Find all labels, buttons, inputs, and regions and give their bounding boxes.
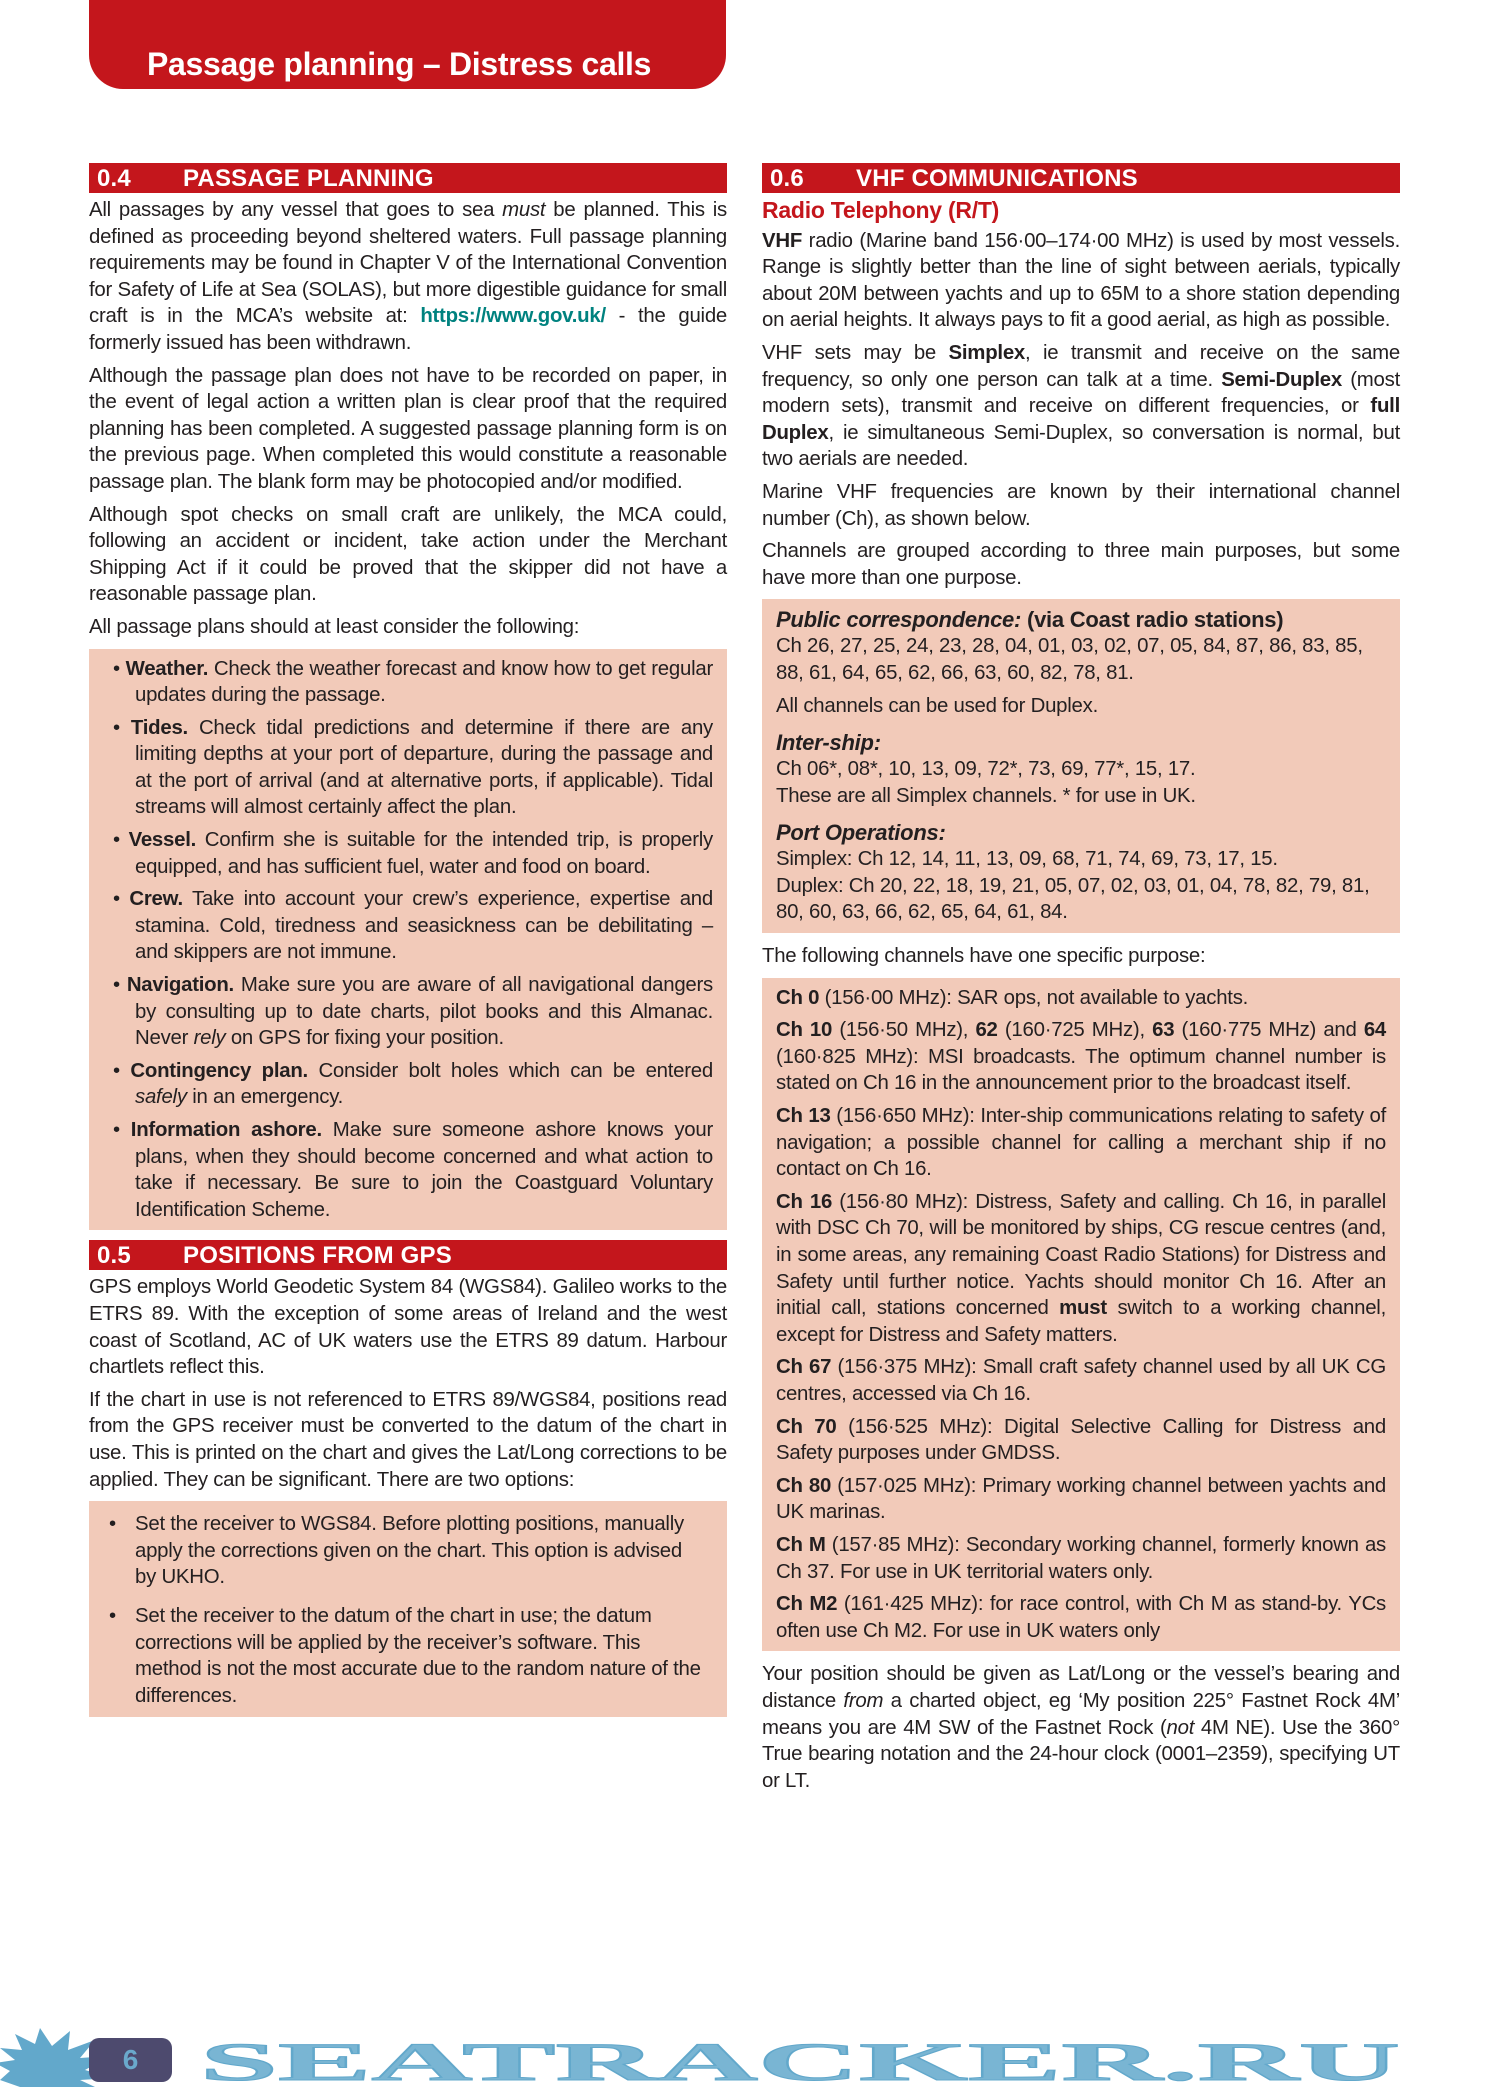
text-run: • (113, 716, 131, 739)
channel-list: Ch 06*, 08*, 10, 13, 09, 72*, 73, 69, 77*, 15, 17. (776, 758, 1196, 781)
option-item (109, 1511, 707, 1591)
section-number: 0.6 (770, 165, 804, 192)
text-run: (160·775 MHz) and (1174, 1019, 1364, 1042)
text-run: If the chart in use is not referenced to ETRS 89/WGS84, positions read from the GPS receiver must be converted to the datum of the chart in use. This is printed on the chart and gives the Lat/Long corrections to be applied. They can be significant. There are two options: (89, 1388, 727, 1491)
text-run: (via Coast radio stations) (1021, 607, 1284, 633)
section-title: POSITIONS FROM GPS (183, 1242, 452, 1270)
text-run: (160·825 MHz): MSI broadcasts. The optimum channel number is stated on Ch 16 in the announcement prior to the broadcast itself. (776, 1045, 1386, 1095)
specific-channels-box (762, 978, 1400, 1652)
channel-item (776, 1354, 1386, 1407)
channel-list: Simplex: Ch 12, 14, 11, 13, 09, 68, 71, 74, 69, 73, 17, 15. (776, 848, 1278, 871)
paragraph (89, 1274, 727, 1380)
text-run: • (113, 657, 126, 680)
text-run: Confirm she is suitable for the intended trip, is properly equipped, and has sufficient fuel, water and food on board. (135, 829, 713, 878)
text-run: Semi-Duplex (1221, 368, 1342, 391)
paragraph (89, 363, 727, 496)
text-run: from (843, 1689, 884, 1712)
text-run: Ch 70 (776, 1415, 837, 1438)
gps-options-box (89, 1501, 727, 1717)
considerations-box (89, 649, 727, 1231)
text-run: (156·80 MHz): Distress, Safety and calling. Ch 16, in parallel with DSC Ch 70, will be monitored by ships, CG rescue centres (and, in some areas, any remaining Coast Radio Stations) for Distress and Safety until further notice. Yachts should monitor Ch 16. After an initial call, stations concerned (776, 1190, 1387, 1320)
subheading: Radio Telephony (R/T) (762, 197, 1000, 223)
text-run: rely (193, 1027, 226, 1050)
text-run: • (113, 829, 129, 852)
text-run: (157·025 MHz): Primary working channel between yachts and UK marinas. (776, 1474, 1387, 1524)
section-title: PASSAGE PLANNING (183, 165, 434, 192)
channel-list: Duplex: Ch 20, 22, 18, 19, 21, 05, 07, 02, 03, 01, 04, 78, 82, 79, 81, 80, 60, 63, 66, 62, 65, 64, 61, 84. (776, 874, 1370, 924)
text-run: radio (Marine band 156·00–174·00 MHz) is used by most vessels. Range is slightly better than the line of sight between aerials, typically about 20M between yachts and up to 65M to a shore station depending on aerial heights. It always pays to fit a good aerial, as high as possible. (762, 229, 1400, 332)
chapter-banner (89, 0, 726, 89)
text-run: Set the receiver to the datum of the chart in use; the datum corrections will be applied by the receiver’s software. This method is not the most accurate due to the random nature of the differences. (135, 1604, 701, 1707)
text-run: VHF sets may be (762, 341, 949, 364)
text-run: Ch M2 (776, 1593, 838, 1616)
text-run: on GPS for fixing your position. (225, 1027, 504, 1050)
paragraph (89, 197, 727, 357)
text-run: Ch 67 (776, 1356, 832, 1379)
text-run: (156·50 MHz), (832, 1019, 976, 1042)
bullet-item (103, 1058, 713, 1111)
text-run: must (502, 199, 546, 221)
text-run: not (1166, 1716, 1195, 1739)
text-run: • (113, 888, 130, 911)
text-run: Tides. (130, 716, 188, 739)
section-heading-0-6 (762, 163, 1400, 193)
text-run: in an emergency. (186, 1086, 344, 1109)
text-run: All passage plans should at least consider the following: (89, 615, 580, 638)
paragraph (762, 340, 1400, 473)
text-run: 64 (1363, 1019, 1387, 1042)
text-run: (160·725 MHz), (997, 1019, 1153, 1042)
text-run: Contingency plan. (130, 1059, 308, 1082)
seatracker-watermark (0, 2028, 1512, 2087)
text-run: 4M NE). Use the 360° True bearing notation and the 24-hour clock (0001–2359), specifying UT or LT. (762, 1716, 1401, 1792)
text-run: (156·375 MHz): Small craft safety channel used by all UK CG centres, accessed via Ch 16. (776, 1356, 1386, 1405)
text-run: Ch 10 (776, 1019, 833, 1042)
bullet-item (103, 886, 713, 966)
text-run: a charted object, eg ‘My position 225° Fastnet Rock 4M’ means you are 4M SW of the Fastnet Rock ( (762, 1689, 1400, 1739)
text-run: Although spot checks on small craft are unlikely, the MCA could, following an accident or incident, take action under the Merchant Shipping Act if it could be proved that the skipper did not have a reasonable passage plan. (89, 503, 727, 606)
channel-item (776, 1591, 1386, 1644)
group-note: These are all Simplex channels. * for use in UK. (776, 784, 1196, 807)
channel-item (776, 1414, 1386, 1467)
text-run: - the guide formerly issued has been withdrawn. (89, 305, 728, 354)
channel-item (776, 1103, 1386, 1183)
chapter-title: Passage planning – Distress calls (147, 46, 652, 82)
text-run: Check the weather forecast and know how to get regular updates during the passage. (135, 657, 713, 707)
text-run: Consider bolt holes which can be entered (307, 1059, 713, 1082)
text-run: (most modern sets), transmit and receive on different frequencies, or (762, 368, 1400, 418)
bullet-item (103, 715, 713, 821)
text-run: Ch 16 (776, 1190, 833, 1213)
text-run: full Duplex (762, 395, 1400, 444)
paragraph (762, 943, 1400, 970)
text-run: (156·00 MHz): SAR ops, not available to yachts. (819, 986, 1249, 1009)
channel-list: Ch 26, 27, 25, 24, 23, 28, 04, 01, 03, 02, 07, 05, 84, 87, 86, 83, 85, 88, 61, 64, 65, 62, 66, 63, 60, 82, 78, 81. (776, 635, 1363, 684)
bullet-item (103, 972, 713, 1052)
section-number: 0.5 (97, 1242, 131, 1270)
text-run: (157·85 MHz): Secondary working channel, formerly known as Ch 37. For use in UK territorial waters only. (776, 1533, 1386, 1583)
text-run: Ch M (776, 1533, 826, 1556)
watermark-text: SEATRACKER.RU (200, 2032, 1400, 2087)
text-run: Public correspondence: (776, 607, 1022, 633)
text-run: 63 (1152, 1019, 1175, 1042)
text-run: Marine VHF frequencies are known by their international channel number (Ch), as shown below. (762, 480, 1400, 530)
text-run: Set the receiver to WGS84. Before plotting positions, manually apply the corrections given on the chart. This option is advised by UKHO. (135, 1513, 684, 1589)
section-heading-0-4 (89, 163, 727, 193)
channel-item (776, 1532, 1386, 1585)
paragraph (762, 538, 1400, 591)
bullet-item (103, 656, 713, 709)
channel-item (776, 1017, 1386, 1097)
text-run: • (113, 1059, 131, 1082)
text-run: Channels are grouped according to three main purposes, but some have more than one purpose. (762, 540, 1400, 589)
text-run: , ie simultaneous Semi-Duplex, so conversation is normal, but two aerials are needed. (762, 421, 1400, 471)
group-title-intership: Inter-ship: (776, 730, 881, 756)
section-title: VHF COMMUNICATIONS (856, 165, 1138, 192)
text-run: • (113, 1119, 131, 1141)
text-run: (156·650 MHz): Inter-ship communications relating to safety of navigation; a possible channel for calling a merchant ship if no contact on Ch 16. (776, 1105, 1386, 1181)
group-title-public (776, 606, 1386, 633)
text-run: must (1059, 1297, 1107, 1320)
bullet-item (103, 1117, 713, 1223)
text-run: Make sure someone ashore knows your plans, when they should become concerned and what action to take if necessary. Be sure to join the Coastguard Voluntary Identification Scheme. (135, 1119, 713, 1221)
channel-groups-box (762, 599, 1400, 933)
text-run: VHF (762, 229, 803, 252)
paragraph (762, 228, 1400, 334)
text-run: (161·425 MHz): for race control, with Ch M as stand-by. YCs often use Ch M2. For use in UK waters only (776, 1593, 1386, 1642)
text-run: • (113, 974, 127, 997)
paragraph (762, 1661, 1400, 1794)
text-run: Simplex (948, 341, 1025, 364)
paragraph (89, 502, 727, 608)
channel-item (776, 1473, 1386, 1526)
text-run: 62 (975, 1019, 998, 1042)
text-run: Although the passage plan does not have to be recorded on paper, in the event of legal action a written plan is clear proof that the required planning has been completed. A suggested passage planning form is on the previous page. When completed this would constitute a reasonable passage plan. The blank form may be photocopied and/or modified. (89, 364, 727, 493)
website-link[interactable]: https://www.gov.uk/ (420, 305, 606, 328)
channel-item (776, 985, 1386, 1012)
page-number: 6 (89, 2038, 172, 2082)
section-number: 0.4 (97, 165, 131, 192)
group-note: All channels can be used for Duplex. (776, 694, 1098, 717)
text-run: Crew. (129, 888, 183, 911)
text-run: Make sure you are aware of all navigational dangers by consulting up to date charts, pilot books and this Almanac. Never (135, 974, 713, 1050)
text-run: Check tidal predictions and determine if there are any limiting depths at your port of departure, during the passage and at the port of arrival (and at alternative ports, if applicable). Tidal streams will almost certainly affect the plan. (135, 716, 713, 819)
text-run: The following channels have one specific purpose: (762, 945, 1206, 968)
text-run: , ie transmit and receive on the same frequency, so only one person can talk at a time. (762, 341, 1400, 391)
paragraph (89, 614, 727, 641)
text-run: Information ashore. (130, 1119, 322, 1141)
text-run: All passages by any vessel that goes to sea (89, 199, 503, 221)
text-run: Vessel. (128, 829, 197, 852)
text-run: Take into account your crew’s experience, expertise and stamina. Cold, tiredness and seasickness can be debilitating – and skippers are not immune. (135, 888, 713, 964)
text-run: GPS employs World Geodetic System 84 (WGS84). Galileo works to the ETRS 89. With the exception of some areas of Ireland and the west coast of Scotland, AC of UK waters use the ETRS 89 datum. Harbour chartlets reflect this. (89, 1276, 727, 1379)
paragraph (89, 1387, 727, 1493)
text-run: Weather. (125, 657, 209, 680)
text-run: Ch 80 (776, 1474, 832, 1497)
text-run: Your position should be given as Lat/Long or the vessel’s bearing and distance (762, 1663, 1400, 1712)
group-title-port: Port Operations: (776, 820, 946, 846)
text-run: Navigation. (126, 974, 234, 997)
text-run: switch to a working channel, except for Distress and Safety matters. (776, 1297, 1386, 1346)
text-run: Ch 0 (776, 986, 820, 1009)
channel-item (776, 1189, 1386, 1349)
text-run: safely (135, 1086, 187, 1109)
text-run: Ch 13 (776, 1105, 831, 1128)
paragraph (762, 479, 1400, 532)
bullet-item (103, 827, 713, 880)
right-column (762, 163, 1400, 1800)
section-heading-0-5 (89, 1240, 727, 1270)
text-run: (156·525 MHz): Digital Selective Calling for Distress and Safety purposes under GMDSS. (776, 1415, 1386, 1465)
text-run: be planned. This is defined as proceeding beyond sheltered waters. Full passage planning requirements may be found in Chapter V of the International Convention for Safety of Life at Sea (SOLAS), but more digestible guidance for small craft is in the MCA’s website at: (89, 199, 727, 328)
left-column (89, 163, 727, 1727)
option-item (109, 1603, 707, 1709)
